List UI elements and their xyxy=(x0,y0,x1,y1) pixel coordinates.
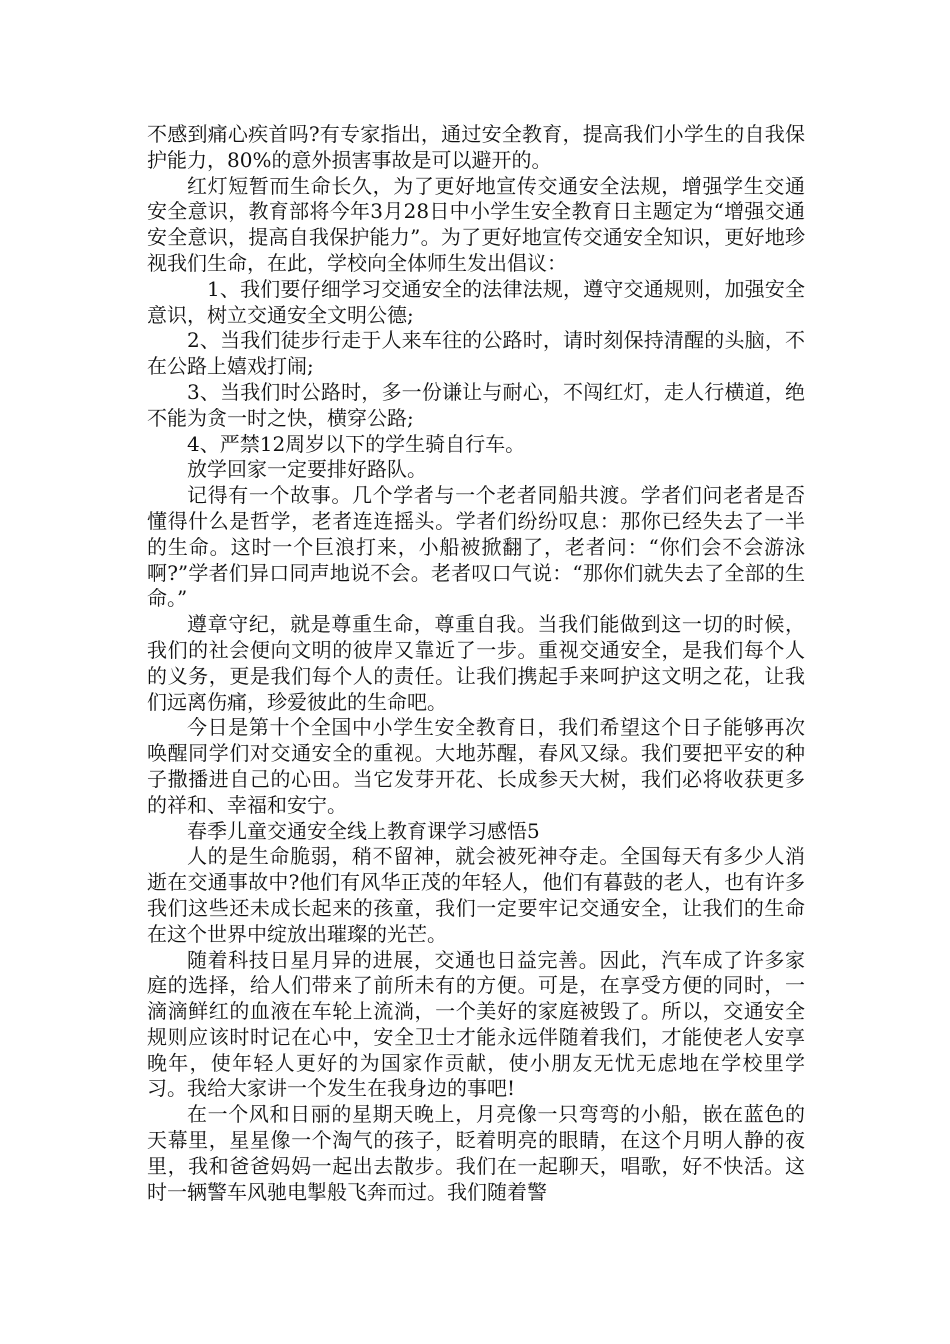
paragraph-2: 红灯短暂而生命长久，为了更好地宣传交通安全法规，增强学生交通安全意识，教育部将今年3月28日中小学生安全教育日主题定为“增强交通安全意识，提高自我保护能力”。为了更好地宣传交通安全知识，更好地珍视我们生命，在此，学校向全体师生发出倡议： xyxy=(147,173,805,275)
paragraph-10: 今日是第十个全国中小学生安全教育日，我们希望这个日子能够再次唤醒同学们对交通安全的重视。大地苏醒，春风又绿。我们要把平安的种子撒播进自己的心田。当它发芽开花、长成参天大树，我们必将收获更多的祥和、幸福和安宁。 xyxy=(147,715,805,817)
paragraph-3: 1、我们要仔细学习交通安全的法律法规，遵守交通规则，加强安全意识，树立交通安全文明公德; xyxy=(147,276,805,327)
paragraph-14: 在一个风和日丽的星期天晚上，月亮像一只弯弯的小船，嵌在蓝色的天幕里，星星像一个淘气的孩子，眨着明亮的眼睛，在这个月明人静的夜里，我和爸爸妈妈一起出去散步。我们在一起聊天，唱歌，好不快活。这时一辆警车风驰电掣般飞奔而过。我们随着警 xyxy=(147,1102,805,1204)
paragraph-12: 人的是生命脆弱，稍不留神，就会被死神夺走。全国每天有多少人消逝在交通事故中?他们有风华正茂的年轻人，他们有暮鼓的老人，也有许多我们这些还未成长起来的孩童，我们一定要牢记交通安全，让我们的生命在这个世界中绽放出璀璨的光芒。 xyxy=(147,844,805,946)
paragraph-4: 2、当我们徒步行走于人来车往的公路时，请时刻保持清醒的头脑，不在公路上嬉戏打闹; xyxy=(147,328,805,379)
document-page xyxy=(147,122,805,1205)
paragraph-9: 遵章守纪，就是尊重生命，尊重自我。当我们能做到这一切的时候，我们的社会便向文明的彼岸又靠近了一步。重视交通安全，是我们每个人的义务，更是我们每个人的责任。让我们携起手来呵护这文明之花，让我们远离伤痛，珍爱彼此的生命吧。 xyxy=(147,612,805,714)
section-heading: 春季儿童交通安全线上教育课学习感悟5 xyxy=(187,818,540,843)
paragraph-7: 放学回家一定要排好路队。 xyxy=(187,457,427,482)
paragraph-8: 记得有一个故事。几个学者与一个老者同船共渡。学者们问老者是否懂得什么是哲学，老者连连摇头。学者们纷纷叹息：那你已经失去了一半的生命。这时一个巨浪打来，小船被掀翻了，老者问：“你们会不会游泳啊?”学者们异口同声地说不会。老者叹口气说：“那你们就失去了全部的生命。” xyxy=(147,483,805,611)
paragraph-6: 4、严禁12周岁以下的学生骑自行车。 xyxy=(187,431,526,456)
paragraph-1: 不感到痛心疾首吗?有专家指出，通过安全教育，提高我们小学生的自我保护能力，80%的意外损害事故是可以避开的。 xyxy=(147,122,805,172)
paragraph-5: 3、当我们时公路时，多一份谦让与耐心，不闯红灯，走人行横道，绝不能为贪一时之快，横穿公路; xyxy=(147,379,805,430)
paragraph-13: 随着科技日星月异的进展，交通也日益完善。因此，汽车成了许多家庭的选择，给人们带来了前所未有的方便。可是，在享受方便的同时，一滴滴鲜红的血液在车轮上流淌，一个美好的家庭被毁了。所以，交通安全规则应该时时记在心中，安全卫士才能永远伴随着我们，才能使老人安享晚年，使年轻人更好的为国家作贡献，使小朋友无忧无虑地在学校里学习。我给大家讲一个发生在我身边的事吧! xyxy=(147,947,805,1101)
